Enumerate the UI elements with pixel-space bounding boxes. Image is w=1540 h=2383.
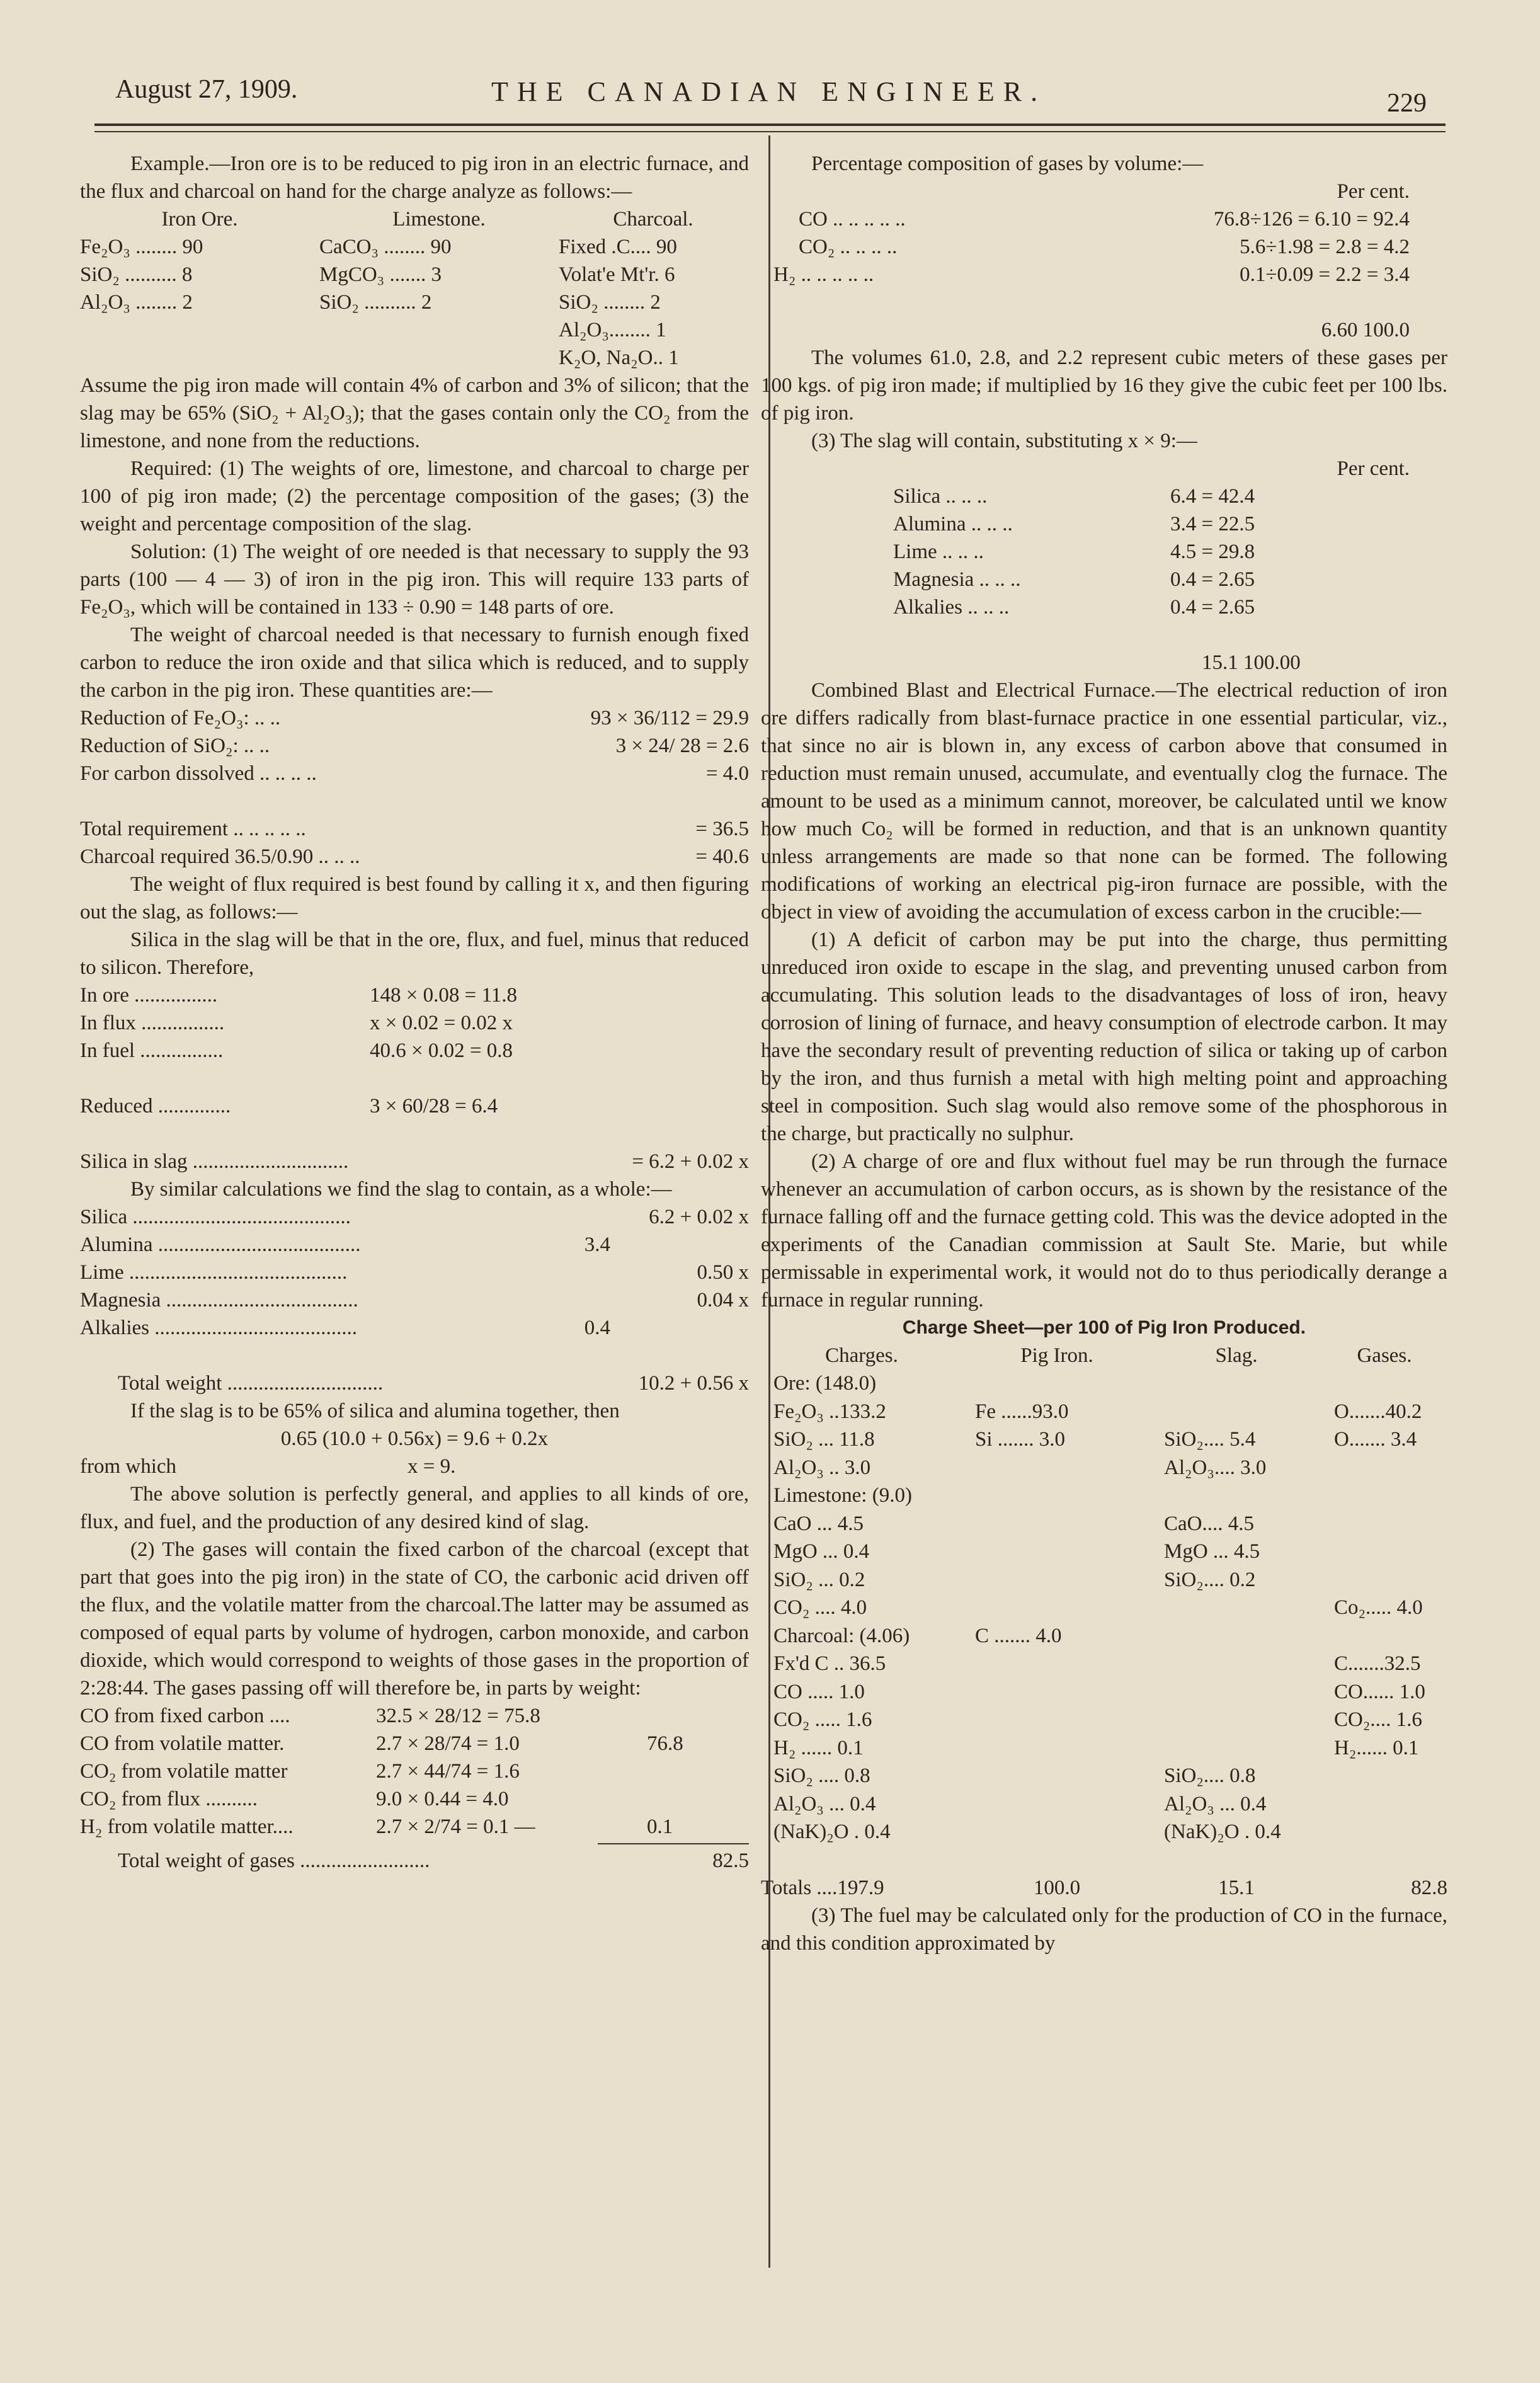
text-cell: Gases. <box>1357 1344 1412 1367</box>
text-cell: Co₂..... 4.0 <box>1334 1596 1423 1619</box>
charge-sheet-title: Charge Sheet—per 100 of Pig Iron Produced. <box>902 1317 1306 1338</box>
paragraph-gases: (2) The gases will contain the fixed carbon of the charcoal (except that part that goes into the pig iron) in the state of CO, the carbonic acid driven off the flux, and the volatile matter from the charcoal.The latter may be assumed as composed of equal parts by volume of hydrogen, carbon monoxide, and carbon dioxide, which would correspond to weights of those gases in the proportion of 2:28:44. The gases passing off will therefore be, in parts by weight: <box>80 1538 749 1700</box>
cell: Fixed .C.... 90 <box>559 236 677 258</box>
paragraph-volumes: The volumes 61.0, 2.8, and 2.2 represent cubic meters of these gases per 100 kgs. of pig iron made; if multiplied by 16 they give the cubic feet per 100 lbs. of pig iron. <box>761 346 1447 425</box>
text-cell: = 36.5 <box>695 818 749 840</box>
cell: SiO₂ .......... 8 <box>80 263 193 286</box>
page-number: 229 <box>1387 89 1427 118</box>
text-cell: Silica in slag .............................. <box>80 1150 349 1173</box>
text-cell: 0.1 <box>647 1815 673 1838</box>
text-cell: Pig Iron. <box>1020 1344 1093 1367</box>
text-cell: Slag. <box>1215 1344 1258 1367</box>
slag-pct-table <box>761 483 1447 621</box>
text-cell: CO₂ from volatile matter <box>80 1760 288 1783</box>
text-cell: CO from volatile matter. <box>80 1732 285 1755</box>
text-cell: SiO₂ ... 0.2 <box>773 1568 865 1591</box>
text-cell: 4.5 = 29.8 <box>1170 540 1255 563</box>
text-cell: = 6.2 + 0.02 x <box>632 1150 749 1173</box>
text-cell: SiO₂.... 0.8 <box>1164 1764 1256 1787</box>
text-cell <box>647 1702 748 1730</box>
text-cell: MgO ... 0.4 <box>773 1540 870 1563</box>
paragraph-charcoal: The weight of charcoal needed is that necessary to furnish enough fixed carbon to reduce the iron oxide and that silica which is reduced, and to supply the carbon in the pig iron. These quantities are:— <box>80 624 749 702</box>
pct-row <box>761 205 1447 233</box>
text-cell: 6.2 + 0.02 x <box>649 1206 749 1228</box>
text-cell: 93 × 36/112 = 29.9 <box>590 707 749 729</box>
text-cell: In ore ................ <box>80 984 218 1007</box>
text-cell <box>975 1762 1164 1790</box>
text-cell: CO₂.... 1.6 <box>1334 1708 1422 1731</box>
text-cell: 0.1÷0.09 = 2.2 = 3.4 <box>1240 263 1410 286</box>
charcoal-required-row <box>80 843 749 871</box>
paragraph-combined: Combined Blast and Electrical Furnace.—The electrical reduction of iron ore differs radically from blast-furnace practice in one essential particular, viz., that since no air is blown in, any excess of carbon above that consumed in reduction must remain unused, accumulate, and eventually clog the furnace. The amount to be used as a minimum cannot, moreover, be calculated until we know how much Co₂ will be formed in reduction, and that is an unknown quantity unless arrangements are made so that none can be formed. The following modifications of working an electrical pig-iron furnace are possible, with the object in view of avoiding the accumulation of excess carbon in the crucible:— <box>761 679 1447 923</box>
text-cell: CO₂ from flux .......... <box>80 1788 258 1810</box>
text-cell: 2.7 × 28/74 = 1.0 <box>376 1732 520 1755</box>
per-cent-label: Per cent. <box>1337 180 1410 203</box>
text-cell: CO₂ ..... 1.6 <box>773 1708 872 1731</box>
paragraph-assume: Assume the pig iron made will contain 4% of carbon and 3% of silicon; that the slag may be 65% (SiO₂ + Al₂O₃); that the gases contain only the CO₂ from the limestone, and none from the reductions. <box>80 374 749 452</box>
cell: SiO₂ ........ 2 <box>559 291 661 314</box>
text-cell: Alkalies .. .. .. <box>893 596 1010 619</box>
text-cell: Reduction of Fe₂O₃: .. .. <box>80 707 281 729</box>
calc-row <box>80 704 749 732</box>
text-cell: 82.5 <box>712 1849 749 1872</box>
text-cell: (NaK)₂O . 0.4 <box>773 1820 891 1843</box>
text-cell <box>647 1757 748 1785</box>
text-cell: 3 × 60/28 = 6.4 <box>370 1095 498 1117</box>
text-cell <box>975 1734 1164 1763</box>
text-cell: CO₂ .. .. .. .. <box>799 236 898 258</box>
slag-per-cent-label: Per cent. <box>1337 457 1410 480</box>
silica-in-slag-row <box>80 1148 749 1175</box>
paragraph-slag: (3) The slag will contain, substituting x × 9:— <box>811 430 1197 452</box>
text-cell: Charcoal: (4.06) <box>773 1624 910 1647</box>
charge-sheet-body <box>761 1369 1447 1846</box>
paragraph-general: The above solution is perfectly general, and applies to all kinds of ore, flux, and fuel, and the production of any desired kind of slag. <box>80 1483 749 1533</box>
text-cell: (NaK)₂O . 0.4 <box>1164 1820 1281 1843</box>
text-cell: Limestone: (9.0) <box>773 1484 912 1507</box>
text-cell: Si ....... 3.0 <box>975 1428 1066 1451</box>
text-cell: 3.4 <box>584 1233 610 1256</box>
text-cell <box>1334 1818 1460 1846</box>
text-cell: H₂...... 0.1 <box>1334 1736 1419 1759</box>
text-cell <box>1334 1790 1460 1819</box>
paragraph-solution: Solution: (1) The weight of ore needed is that necessary to supply the 93 parts (100 — 4 — 3) of iron in the pig iron. This will require 133 parts of Fe₂O₃, which will be contained in 133 ÷ 0.90 = 148 parts of ore. <box>80 540 749 619</box>
text-cell: Al₂O₃.... 3.0 <box>1164 1456 1267 1479</box>
text-cell: CO₂ .... 4.0 <box>773 1596 867 1619</box>
text-cell: 15.1 <box>1218 1876 1255 1899</box>
paragraph-similar: By similar calculations we find the slag to contain, as a whole:— <box>130 1178 672 1201</box>
text-cell: = 4.0 <box>705 762 749 785</box>
text-cell: 0.04 x <box>697 1289 749 1312</box>
text-cell: 0.4 = 2.65 <box>1170 596 1255 619</box>
slag-row <box>80 1259 749 1286</box>
text-cell: 6.4 = 42.4 <box>1170 485 1255 508</box>
text-cell: Reduction of SiO₂: .. .. <box>80 734 270 757</box>
total-weight-row <box>80 1369 749 1397</box>
text-cell: O.......40.2 <box>1334 1400 1422 1423</box>
cell: Volat'e Mt'r. 6 <box>559 263 675 286</box>
cell: Al₂O₃........ 1 <box>559 319 666 341</box>
header-date: August 27, 1909. <box>115 75 298 104</box>
pct-total: 6.60 100.0 <box>1321 319 1410 341</box>
text-cell <box>1164 1482 1334 1510</box>
text-cell <box>975 1706 1164 1734</box>
text-cell: Alumina .. .. .. <box>893 513 1013 535</box>
gas-weight-table <box>80 1702 749 1841</box>
text-cell <box>1334 1510 1460 1538</box>
text-cell <box>1334 1622 1460 1650</box>
text-cell <box>1334 1762 1460 1790</box>
silica-table <box>80 981 749 1065</box>
text-cell: CO .. .. .. .. .. <box>799 208 906 231</box>
cell: Fe₂O₃ ........ 90 <box>80 236 203 258</box>
header-rule-thin <box>94 131 1446 132</box>
text-cell <box>975 1454 1164 1482</box>
slag-pct-total: 15.1 100.00 <box>1202 651 1301 674</box>
text-cell: 2.7 × 2/74 = 0.1 — <box>376 1815 535 1838</box>
text-cell <box>1164 1678 1334 1706</box>
text-cell: Al₂O₃ ... 0.4 <box>773 1792 876 1815</box>
text-cell: 3 × 24/ 28 = 2.6 <box>615 734 749 757</box>
text-cell: = 40.6 <box>695 845 749 868</box>
text-cell: Silica .......................................... <box>80 1206 351 1228</box>
calc-row <box>80 760 749 787</box>
text-cell: 0.4 = 2.65 <box>1170 568 1255 591</box>
text-cell: In fuel ................ <box>80 1039 224 1062</box>
text-cell: Total weight .............................. <box>118 1372 384 1395</box>
text-cell: SiO₂ ... 11.8 <box>773 1428 875 1451</box>
text-cell: CO...... 1.0 <box>1334 1680 1425 1703</box>
text-cell: 82.8 <box>1411 1876 1447 1899</box>
analysis-table <box>80 205 749 372</box>
text-cell <box>1164 1622 1334 1650</box>
text-cell <box>975 1594 1164 1622</box>
slag-row <box>80 1314 749 1342</box>
text-cell: H₂ from volatile matter.... <box>80 1815 294 1838</box>
text-cell: Alkalies ....................................... <box>80 1317 357 1339</box>
total-requirement-row <box>80 815 749 843</box>
paragraph-silica: Silica in the slag will be that in the ore, flux, and fuel, minus that reduced to silicon. Therefore, <box>80 929 749 979</box>
text-cell <box>1164 1650 1334 1678</box>
text-cell: 32.5 × 28/12 = 75.8 <box>376 1705 540 1727</box>
text-cell: Alumina ....................................... <box>80 1233 361 1256</box>
text-cell <box>647 1785 748 1813</box>
text-cell: Magnesia ..................................... <box>80 1289 358 1312</box>
reduced-row <box>80 1092 749 1120</box>
text-cell: Total weight of gases ......................... <box>118 1849 430 1872</box>
text-cell: x = 9. <box>408 1455 456 1478</box>
slag-row <box>80 1203 749 1231</box>
col-head-iron-ore: Iron Ore. <box>161 208 238 231</box>
pct-row <box>761 233 1447 261</box>
text-cell <box>1164 1594 1334 1622</box>
cell: SiO₂ .......... 2 <box>319 291 432 314</box>
text-cell: In flux ................ <box>80 1012 225 1034</box>
text-cell: Fe ......93.0 <box>975 1400 1069 1423</box>
text-cell: SiO₂.... 0.2 <box>1164 1568 1256 1591</box>
text-cell <box>1334 1482 1460 1510</box>
cell: MgCO₃ ....... 3 <box>319 263 442 286</box>
charge-sheet-header <box>761 1342 1447 1369</box>
text-cell: Totals ....197.9 <box>761 1876 884 1899</box>
text-cell <box>1334 1566 1460 1594</box>
text-cell: 76.8÷126 = 6.10 = 92.4 <box>1213 208 1410 231</box>
charge-sheet-totals <box>761 1874 1447 1902</box>
text-cell: 10.2 + 0.56 x <box>638 1372 749 1395</box>
text-cell: Reduced .............. <box>80 1095 231 1117</box>
text-cell: Al₂O₃ .. 3.0 <box>773 1456 871 1479</box>
paragraph-fuel: (3) The fuel may be calculated only for the production of CO in the furnace, and this condition approximated by <box>761 1904 1447 1955</box>
left-column <box>80 150 749 1875</box>
text-cell <box>1164 1369 1334 1398</box>
text-cell <box>975 1818 1164 1846</box>
pct-row <box>761 261 1447 289</box>
slag-row <box>80 1231 749 1259</box>
text-cell: from which <box>80 1455 177 1478</box>
text-cell <box>975 1482 1164 1510</box>
text-cell: MgO ... 4.5 <box>1164 1540 1260 1563</box>
text-cell: x × 0.02 = 0.02 x <box>370 1012 513 1034</box>
text-cell: H₂ .. .. .. .. .. <box>773 263 874 286</box>
text-cell <box>1164 1734 1334 1763</box>
text-cell: Lime .......................................... <box>80 1261 348 1284</box>
text-cell: Magnesia .. .. .. <box>893 568 1021 591</box>
text-cell: 9.0 × 0.44 = 4.0 <box>376 1788 509 1810</box>
pct-heading: Percentage composition of gases by volume:— <box>811 152 1204 175</box>
text-cell: CO from fixed carbon .... <box>80 1705 290 1727</box>
text-cell: Charges. <box>825 1344 898 1367</box>
text-cell: Al₂O₃ ... 0.4 <box>1164 1792 1267 1815</box>
calc-row <box>80 732 749 760</box>
text-cell: 40.6 × 0.02 = 0.8 <box>370 1039 513 1062</box>
text-cell: O....... 3.4 <box>1334 1428 1417 1451</box>
text-cell <box>975 1566 1164 1594</box>
paragraph-if: If the slag is to be 65% of silica and alumina together, then <box>130 1400 620 1422</box>
text-cell: Ore: (148.0) <box>773 1372 877 1395</box>
text-cell <box>975 1650 1164 1678</box>
text-cell: For carbon dissolved .. .. .. .. <box>80 762 317 785</box>
cell: CaCO₃ ........ 90 <box>319 236 452 258</box>
text-cell: 0.50 x <box>697 1261 749 1284</box>
text-cell: 76.8 <box>647 1732 683 1755</box>
text-cell: Fe₂O₃ ..133.2 <box>773 1400 886 1423</box>
text-cell: Lime .. .. .. <box>893 540 984 563</box>
text-cell <box>975 1510 1164 1538</box>
right-column <box>761 150 1447 1957</box>
text-cell: 0.4 <box>584 1317 610 1339</box>
text-cell <box>975 1369 1164 1398</box>
text-cell: 148 × 0.08 = 11.8 <box>370 984 517 1007</box>
text-cell: 100.0 <box>1033 1876 1081 1899</box>
text-cell <box>1164 1706 1334 1734</box>
equation-result <box>80 1453 749 1480</box>
text-cell: 3.4 = 22.5 <box>1170 513 1255 535</box>
sum-rule <box>598 1843 749 1844</box>
text-cell <box>975 1538 1164 1566</box>
text-cell: H₂ ...... 0.1 <box>773 1736 864 1759</box>
text-cell: C ....... 4.0 <box>975 1624 1062 1647</box>
paragraph-charge: (2) A charge of ore and flux without fuel may be run through the furnace whenever an accumulation of carbon occurs, as is shown by the resistance of the furnace falling off and the furnace getting cold. This was the device adopted in the experiments of the Canadian commission at Sault Ste. Marie, but while permissable in experimental work, it would not do to thus periodically derange a furnace in regular running. <box>761 1150 1447 1312</box>
text-cell: 2.7 × 44/74 = 1.6 <box>376 1760 520 1783</box>
text-cell <box>975 1678 1164 1706</box>
text-cell <box>975 1790 1164 1819</box>
text-cell: CO ..... 1.0 <box>773 1680 865 1703</box>
text-cell: CaO ... 4.5 <box>773 1512 864 1535</box>
text-cell <box>1334 1538 1460 1566</box>
text-cell: C.......32.5 <box>1334 1652 1421 1675</box>
text-cell <box>1334 1369 1460 1398</box>
cell: Al₂O₃ ........ 2 <box>80 291 193 314</box>
paragraph-example: Example.—Iron ore is to be reduced to pig iron in an electric furnace, and the flux and charcoal on hand for the charge analyze as follows:— <box>80 152 749 203</box>
text-cell: Charcoal required 36.5/0.90 .. .. .. <box>80 845 360 868</box>
text-cell: Total requirement .. .. .. .. .. <box>80 818 306 840</box>
text-cell: Silica .. .. .. <box>893 485 988 508</box>
col-head-charcoal: Charcoal. <box>613 208 693 231</box>
text-cell: 5.6÷1.98 = 2.8 = 4.2 <box>1240 236 1410 258</box>
text-cell: Fx'd C .. 36.5 <box>773 1652 886 1675</box>
total-gas-row <box>80 1847 749 1875</box>
col-head-limestone: Limestone. <box>392 208 486 231</box>
text-cell: SiO₂.... 5.4 <box>1164 1428 1256 1451</box>
cell: K₂O, Na₂O.. 1 <box>559 346 679 369</box>
paragraph-flux: The weight of flux required is best found by calling it x, and then figuring out the slag, as follows:— <box>80 873 749 923</box>
slag-row <box>80 1286 749 1314</box>
header-title: THE CANADIAN ENGINEER. <box>491 76 1047 107</box>
paragraph-deficit: (1) A deficit of carbon may be put into the charge, thus permitting unreduced iron oxide to escape in the slag, and preventing unused carbon from accumulating. This solution leads to the disadvantages of loss of iron, heavy corrosion of lining of furnace, and heavy consumption of electrode carbon. It may have the secondary result of preventing reduction of silica or taking up of carbon by the iron, and thus furnish a metal with high melting point and approaching steel in composition. Such slag would also remove some of the phosphorous in the charge, but practically no sulphur. <box>761 929 1447 1145</box>
paragraph-required: Required: (1) The weights of ore, limestone, and charcoal to charge per 100 of pig iron made; (2) the percentage composition of the gases; (3) the weight and percentage composition of the slag. <box>80 457 749 535</box>
text-cell: CaO.... 4.5 <box>1164 1512 1254 1535</box>
text-cell: SiO₂ .... 0.8 <box>773 1764 870 1787</box>
text-cell <box>1164 1398 1334 1426</box>
text-cell <box>1334 1454 1460 1482</box>
equation: 0.65 (10.0 + 0.56x) = 9.6 + 0.2x <box>280 1427 549 1450</box>
header-rule <box>94 123 1446 126</box>
